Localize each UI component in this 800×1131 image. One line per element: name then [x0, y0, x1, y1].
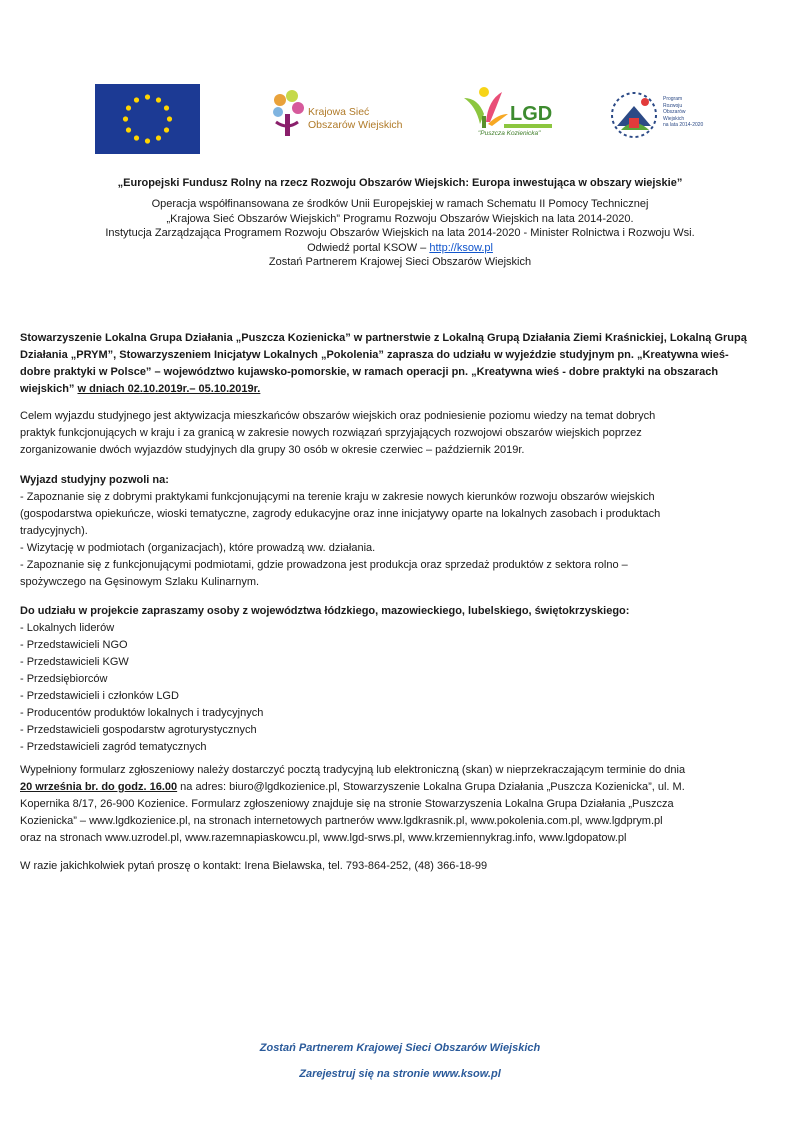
goal-line-2: praktyk funkcjonujących w kraju i za granicą w zakresie nowych rozwiązań sprzyjających rozwojowi obszarów wiejskich poprzez: [20, 427, 642, 439]
prow-logo-line1: Program: [663, 96, 683, 102]
header-line-4: [0, 241, 800, 256]
intro-line-2: Działania „PRYM”, Stowarzyszeniem Inicjatyw Lokalnych „Pokolenia” zaprasza do udziału w wyjeździe studyjnym pn. „Kreatywna wieś-: [20, 349, 729, 361]
audience-section: [20, 603, 780, 756]
form-line-1: Wypełniony formularz zgłoszeniowy należy dostarczyć pocztą tradycyjną lub elektroniczną (skan) w nieprzekraczającym terminie do dnia: [20, 764, 686, 776]
list-item: - Przedstawicieli zagród tematycznych: [20, 741, 207, 753]
benefits-line-1: - Zapoznanie się z dobrymi praktykami funkcjonującymi na terenie kraju w zakresie nowych kierunków rozwoju obszarów wiejskich: [20, 491, 655, 503]
footer-register-line: Zarejestruj się na stronie www.ksow.pl: [299, 1068, 501, 1080]
form-paragraph: [20, 762, 780, 847]
ksow-logo: [268, 86, 428, 146]
logo-row: [0, 80, 800, 146]
ksow-logo-line1: Krajowa Sieć: [308, 106, 370, 118]
prow-logo-line5: na lata 2014-2020: [663, 122, 704, 128]
contact-line: W razie jakichkolwiek pytań proszę o kontakt: Irena Bielawska, tel. 793-864-252, (48) 366-18-99: [20, 860, 488, 872]
form-line-2: [20, 779, 780, 796]
list-item: - Przedsiębiorców: [20, 673, 108, 685]
list-item: - Przedstawicieli i członków LGD: [20, 690, 179, 702]
benefits-section: [20, 472, 780, 591]
benefits-line-4: - Wizytację w podmiotach (organizacjach), które prowadzą ww. działania.: [20, 542, 376, 554]
benefits-line-3: tradycyjnych).: [20, 525, 88, 537]
list-item: - Lokalnych liderów: [20, 622, 115, 634]
header-portal-prefix: Odwiedź portal KSOW –: [307, 241, 430, 254]
ksow-portal-link[interactable]: http://ksow.pl: [429, 241, 493, 254]
header-block: [0, 197, 800, 270]
eu-flag-icon: [95, 84, 200, 154]
list-item: - Przedstawicieli gospodarstw agroturystycznych: [20, 724, 257, 736]
intro-line-4-a: wiejskich”: [20, 383, 78, 395]
prow-logo: [605, 86, 725, 144]
header-line-5: Zostań Partnerem Krajowej Sieci Obszarów Wiejskich: [268, 256, 532, 269]
intro-line-1: Stowarzyszenie Lokalna Grupa Działania „Puszcza Kozienicka” w partnerstwie z Lokalną Grupą Działania Ziemi Kraśnickiej, Lokalną Grupą: [20, 332, 747, 344]
benefits-line-6: spożywczego na Gęsinowym Szlaku Kulinarnym.: [20, 576, 260, 588]
ksow-logo-line2: Obszarów Wiejskich: [308, 119, 403, 131]
header-line-3: Instytucja Zarządzająca Programem Rozwoju Obszarów Wiejskich na lata 2014-2020 - Minister Rolnictwa i Rozwoju Wsi.: [105, 227, 695, 240]
header-title: „Europejski Fundusz Rolny na rzecz Rozwoju Obszarów Wiejskich: Europa inwestująca w obszary wiejskie”: [117, 177, 683, 189]
form-line-4: Kozienicka” – www.lgdkozienice.pl, na stronach internetowych partnerów www.lgdkrasnik.pl, www.pokolenia.com.pl, www.lgdprym.pl: [20, 815, 663, 827]
lgd-logo: [458, 84, 554, 146]
lgd-logo-subtitle: "Puszcza Kozienicka": [478, 130, 541, 137]
form-line-5: oraz na stronach www.uzrodel.pl, www.razemnapiaskowcu.pl, www.lgd-srws.pl, www.krzemiennykrag.info, www.lgdopatow.pl: [20, 832, 627, 844]
intro-paragraph: [20, 330, 780, 398]
benefits-heading: Wyjazd studyjny pozwoli na:: [20, 474, 169, 486]
list-item: - Przedstawicieli NGO: [20, 639, 128, 651]
form-line-3: Kopernika 8/17, 26-900 Kozienice. Formularz zgłoszeniowy znajduje się na stronie Stowarzyszenia Lokalna Grupa Działania „Puszcza: [20, 798, 674, 810]
footer-partner-line: Zostań Partnerem Krajowej Sieci Obszarów Wiejskich: [259, 1042, 541, 1054]
list-item: - Przedstawicieli KGW: [20, 656, 129, 668]
trip-dates: w dniach 02.10.2019r.– 05.10.2019r.: [77, 383, 261, 395]
prow-logo-line4: Wiejskich: [663, 115, 685, 122]
goal-line-1: Celem wyjazdu studyjnego jest aktywizacja mieszkańców obszarów wiejskich oraz podniesienie poziomu wiedzy na temat dobrych: [20, 410, 656, 422]
intro-line-4: [20, 381, 780, 398]
benefits-line-5: - Zapoznanie się z funkcjonującymi podmiotami, gdzie prowadzona jest produkcja oraz sprzedaż produktów z sektora rolno –: [20, 559, 628, 571]
deadline: 20 września br. do godz. 16.00: [20, 781, 178, 793]
goal-line-3: zorganizowanie dwóch wyjazdów studyjnych dla grupy 30 osób w okresie czerwiec – październik 2019r.: [20, 444, 525, 456]
header-line-2: „Krajowa Sieć Obszarów Wiejskich” Programu Rozwoju Obszarów Wiejskich na lata 2014-2020.: [166, 212, 634, 225]
audience-heading: Do udziału w projekcie zapraszamy osoby z województwa łódzkiego, mazowieckiego, lubelskiego, świętokrzyskiego:: [20, 605, 630, 617]
list-item: - Producentów produktów lokalnych i tradycyjnych: [20, 707, 264, 719]
header-line-1: Operacja współfinansowana ze środków Unii Europejskiej w ramach Schematu II Pomocy Technicznej: [151, 198, 649, 210]
intro-line-3: dobre praktyki w Polsce” – województwo kujawsko-pomorskie, w ramach operacji pn. „Kreatywna wieś - dobre praktyki na obszarach: [20, 366, 719, 378]
prow-logo-line2: Rozwoju: [663, 102, 683, 109]
benefits-line-2: (gospodarstwa opiekuńcze, wioski tematyczne, zagrody edukacyjne oraz inne inicjatywy oparte na lokalnych zasobach i produktach: [20, 508, 661, 520]
goal-paragraph: [20, 408, 780, 459]
prow-logo-line3: Obszarów: [663, 109, 686, 115]
lgd-logo-label: LGD: [510, 103, 553, 125]
form-line-2-rest: na adres: biuro@lgdkozienice.pl, Stowarzyszenie Lokalna Grupa Działania „Puszcza Kozienicka”, ul. M.: [177, 781, 685, 793]
